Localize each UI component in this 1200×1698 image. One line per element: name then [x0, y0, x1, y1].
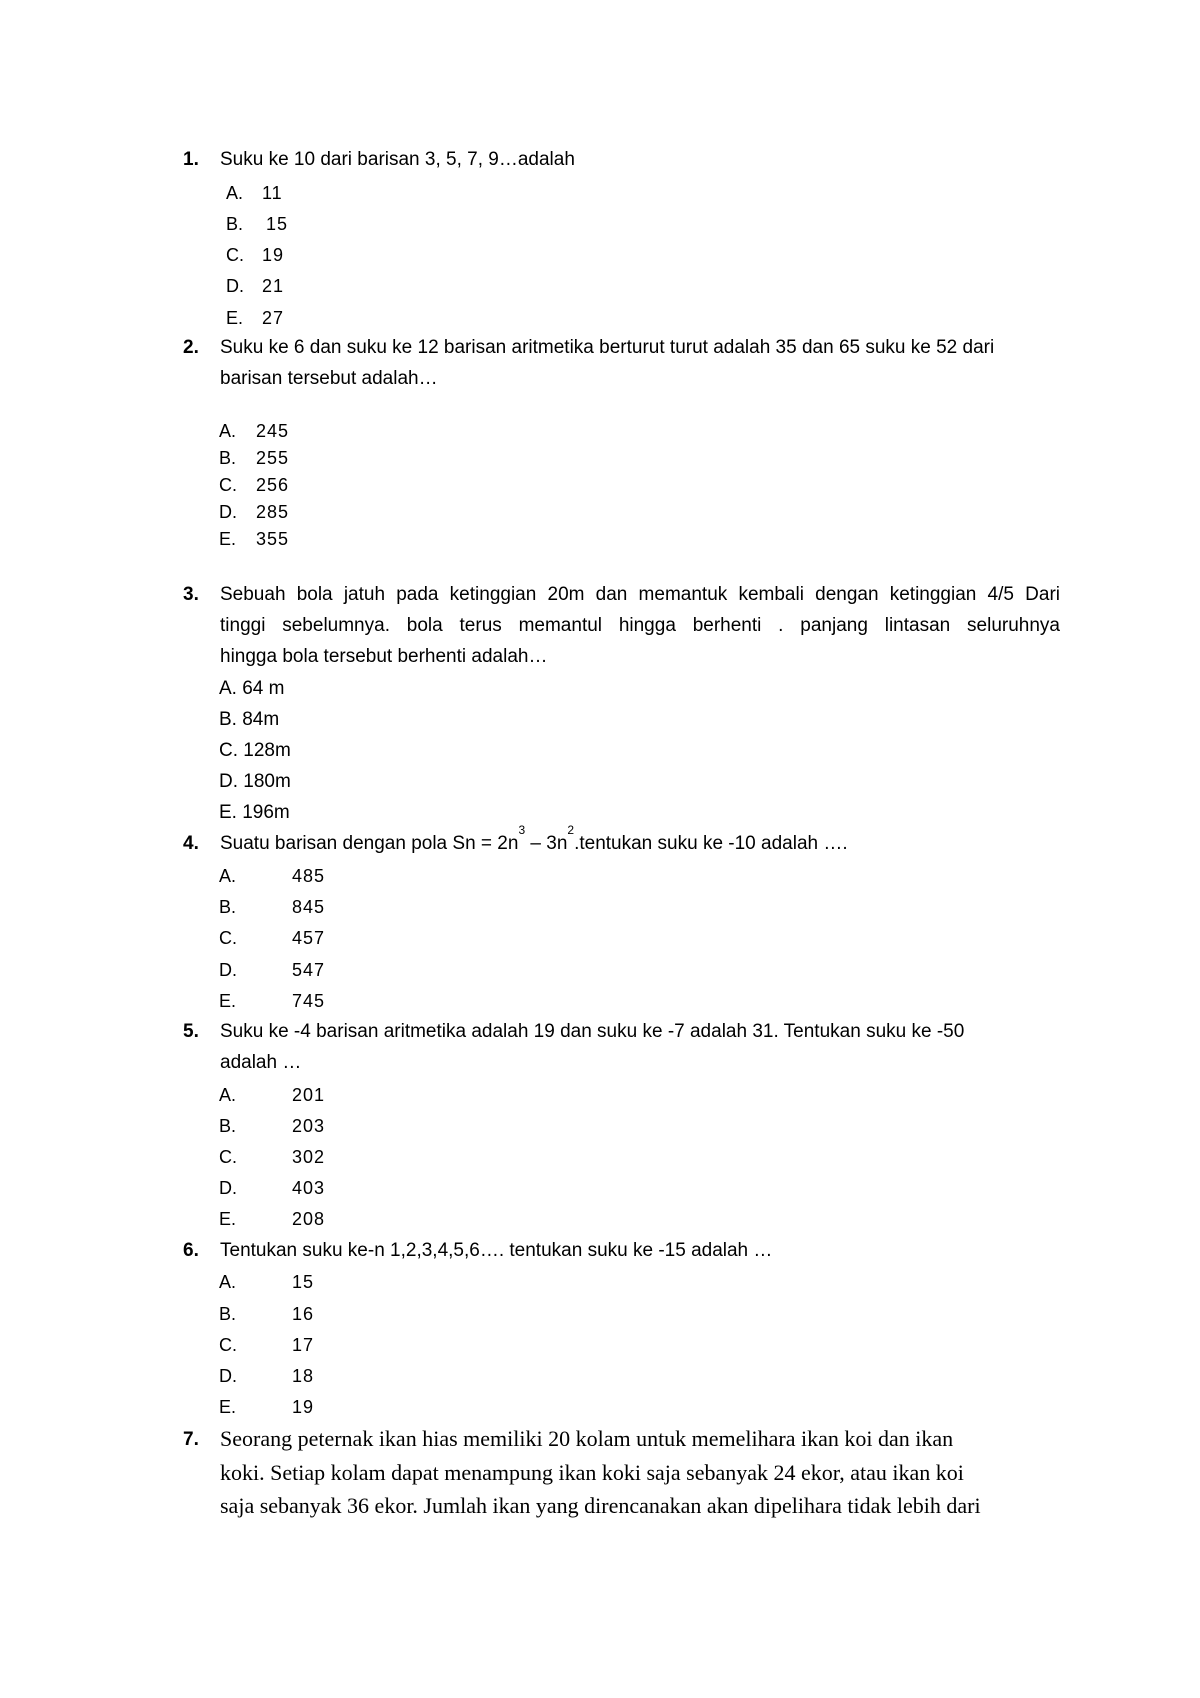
question-text: Sebuah bola jatuh pada ketinggian 20m dan memantuk kembali dengan ketinggian 4/5 Dari [220, 584, 1060, 605]
option-letter: D. [219, 960, 237, 980]
option-value: 27 [262, 308, 285, 328]
exponent: 2 [567, 823, 575, 837]
option-letter: C. [219, 1335, 237, 1355]
option-value: 11 [262, 183, 283, 203]
option-value: 285 [256, 502, 290, 522]
option-letter: E. [226, 308, 244, 328]
option-value: 302 [292, 1147, 326, 1167]
option-letter: C. [219, 475, 237, 495]
question-text: tinggi sebelumnya. bola terus memantul hingga berhenti . panjang lintasan seluruhnya [220, 615, 1060, 636]
question-text: adalah … [220, 1052, 302, 1073]
option-value: 745 [292, 991, 326, 1011]
question-text: Suku ke 6 dan suku ke 12 barisan aritmetika berturut turut adalah 35 dan 65 suku ke 52 dari [220, 337, 995, 358]
option-letter: A. [219, 866, 237, 886]
option-letter: B. [226, 214, 244, 234]
question-text: hingga bola tersebut berhenti adalah… [220, 646, 548, 667]
option-value: 21 [262, 276, 285, 296]
question-number: 1. [183, 149, 199, 170]
question-number: 6. [183, 1240, 199, 1261]
option-letter: A. [219, 1085, 237, 1105]
question-text: Suku ke -4 barisan aritmetika adalah 19 dan suku ke -7 adalah 31. Tentukan suku ke -50 [220, 1021, 965, 1042]
exponent: 3 [518, 823, 526, 837]
question-text: koki. Setiap kolam dapat menampung ikan koki saja sebanyak 24 ekor, atau ikan koi [220, 1460, 964, 1485]
option-letter: E. [219, 1209, 237, 1229]
question-text: Suatu barisan dengan pola $Sn = 2n^3$ – $3n^2.tentukan$ suku ke -10 adalah …. [220, 823, 848, 854]
option-value: 208 [292, 1209, 326, 1229]
question-number: 7. [183, 1429, 199, 1450]
option-letter: D. [219, 1178, 237, 1198]
option-value: 245 [256, 421, 290, 441]
option-value: 15 [266, 214, 289, 234]
option-value: 403 [292, 1178, 326, 1198]
question-text: Seorang peternak ikan hias memiliki 20 kolam untuk memelihara ikan koi dan ikan [220, 1426, 954, 1451]
option-value: 256 [256, 475, 290, 495]
option-value: 15 [292, 1272, 315, 1292]
option-letter: B. [219, 1116, 237, 1136]
option-letter: C. [219, 1147, 237, 1167]
option-letter: E. [219, 529, 237, 549]
option-letter: A. [219, 421, 237, 441]
option-value: 845 [292, 897, 326, 917]
option-letter: E. [219, 1397, 237, 1417]
question-text: saja sebanyak 36 ekor. Jumlah ikan yang direncanakan akan dipelihara tidak lebih dari [220, 1493, 981, 1518]
option-value: 355 [256, 529, 290, 549]
option-letter: D. [226, 276, 244, 296]
option-letter: C. [226, 245, 244, 265]
option-letter: C. [219, 928, 237, 948]
option-value: 19 [262, 245, 285, 265]
option-letter: B. [219, 897, 237, 917]
option-value: 201 [292, 1085, 326, 1105]
option-value: 547 [292, 960, 326, 980]
option-value: 457 [292, 928, 326, 948]
option-line: C. 128m [219, 740, 291, 761]
question-number: 4. [183, 833, 199, 854]
option-letter: D. [219, 502, 237, 522]
option-letter: A. [226, 183, 244, 203]
question-text: Suku ke 10 dari barisan 3, 5, 7, 9…adalah [220, 149, 575, 170]
option-letter: D. [219, 1366, 237, 1386]
option-value: 485 [292, 866, 326, 886]
option-value: 19 [292, 1397, 315, 1417]
option-line: A. 64 m [219, 678, 285, 699]
option-value: 255 [256, 448, 290, 468]
option-letter: B. [219, 1304, 237, 1324]
question-number: 2. [183, 337, 199, 358]
question-text: Tentukan suku ke-n 1,2,3,4,5,6…. tentukan suku ke -15 adalah … [220, 1240, 773, 1261]
question-number: 5. [183, 1021, 199, 1042]
option-value: 203 [292, 1116, 326, 1136]
option-letter: B. [219, 448, 237, 468]
option-value: 16 [292, 1304, 315, 1324]
option-letter: E. [219, 991, 237, 1011]
option-letter: A. [219, 1272, 237, 1292]
option-line: E. 196m [219, 802, 290, 823]
option-line: D. 180m [219, 771, 291, 792]
option-line: B. 84m [219, 709, 280, 730]
question-number: 3. [183, 584, 199, 605]
option-value: 17 [292, 1335, 315, 1355]
question-text: barisan tersebut adalah… [220, 368, 438, 389]
option-value: 18 [292, 1366, 315, 1386]
